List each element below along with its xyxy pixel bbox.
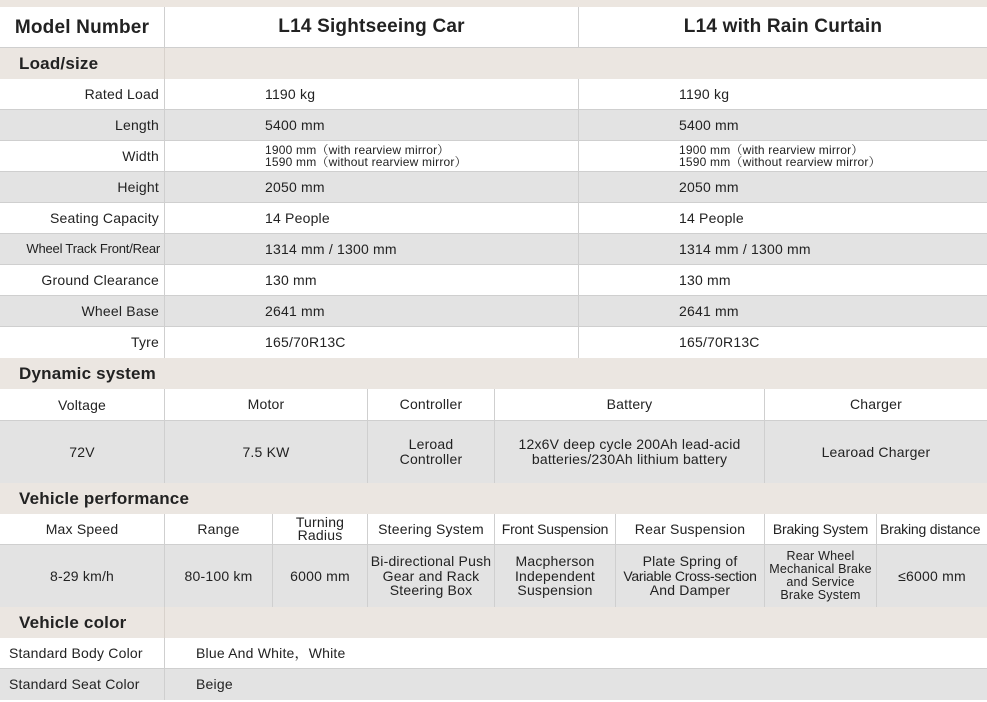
spec-value-a: 2641 mm	[164, 296, 578, 326]
dynamic-value-row	[0, 421, 987, 483]
spec-row	[0, 327, 987, 358]
front-line: Independent	[514, 567, 596, 584]
color-label: Standard Body Color	[9, 644, 143, 661]
max-speed-value: 8-29 km/h	[49, 567, 115, 584]
spec-label: Wheel Track Front/Rear	[26, 241, 160, 257]
turning-radius-header	[272, 514, 367, 544]
front-suspension-header: Front Suspension	[494, 514, 615, 544]
rear-suspension-header: Rear Suspension	[615, 514, 764, 544]
braking-line: and Service	[786, 575, 855, 589]
spec-label: Seating Capacity	[49, 209, 159, 226]
color-row	[0, 638, 987, 669]
section-title: Vehicle color	[19, 612, 127, 632]
controller-header: Controller	[367, 389, 494, 420]
spec-row	[0, 79, 987, 110]
braking-line: Rear Wheel	[786, 548, 855, 563]
range-header: Range	[164, 514, 272, 544]
braking-distance-header: Braking distance	[876, 514, 987, 544]
color-label: Standard Seat Color	[9, 676, 140, 693]
spec-value-b: 5400 mm	[578, 110, 987, 140]
model-number-header: Model Number	[14, 17, 150, 39]
spec-row	[0, 265, 987, 296]
voltage-header: Voltage	[57, 397, 107, 414]
battery-line: 12x6V deep cycle 200Ah lead-acid	[518, 436, 741, 453]
steering-line: Gear and Rack	[382, 567, 480, 584]
steering-value	[367, 545, 494, 607]
spec-value-a: 1190 kg	[164, 79, 578, 109]
color-row	[0, 669, 987, 700]
spec-row	[0, 296, 987, 327]
spec-value-b: 2050 mm	[578, 172, 987, 202]
range-value: 80-100 km	[164, 545, 272, 607]
turning-radius-value: 6000 mm	[272, 545, 367, 607]
max-speed-header: Max Speed	[45, 520, 119, 537]
performance-header-row	[0, 514, 987, 545]
section-vehicle-performance	[0, 483, 987, 514]
spec-label: Ground Clearance	[41, 271, 159, 288]
spec-value-a: 1314 mm / 1300 mm	[164, 234, 578, 264]
section-load-size	[0, 48, 987, 79]
section-divider	[164, 48, 165, 79]
spec-value-b	[578, 141, 987, 171]
voltage-value: 72V	[69, 443, 95, 460]
section-vehicle-color	[0, 607, 987, 638]
turning-line: Radius	[297, 527, 343, 543]
spec-row	[0, 203, 987, 234]
performance-value-row	[0, 545, 987, 607]
rear-line: And Damper	[649, 582, 731, 599]
steering-line: Bi-directional Push	[370, 552, 492, 569]
spec-label: Length	[114, 116, 159, 133]
spec-row	[0, 141, 987, 172]
header-row	[0, 7, 987, 48]
spec-value-a: 130 mm	[164, 265, 578, 295]
rear-line: Plate Spring of	[642, 552, 738, 569]
battery-header: Battery	[494, 389, 764, 420]
spec-value-b: 1314 mm / 1300 mm	[578, 234, 987, 264]
steering-header: Steering System	[367, 514, 494, 544]
turning-line: Turning	[295, 513, 345, 530]
rear-suspension-value	[615, 545, 764, 607]
width-with-mirror: 1900 mm（with rearview mirror）	[265, 143, 450, 157]
spec-row	[0, 172, 987, 203]
color-value: Beige	[164, 669, 987, 700]
braking-line: Mechanical Brake	[769, 561, 872, 576]
spec-value-b: 2641 mm	[578, 296, 987, 326]
spec-value-b: 14 People	[578, 203, 987, 233]
front-suspension-value	[494, 545, 615, 607]
spec-value-b: 1190 kg	[578, 79, 987, 109]
section-divider	[164, 607, 165, 638]
rear-line: Variable Cross-section	[623, 567, 757, 584]
spec-value-a	[164, 141, 578, 171]
motor-header: Motor	[164, 389, 367, 420]
controller-value	[367, 421, 494, 483]
spec-value-b: 165/70R13C	[578, 327, 987, 358]
section-title: Vehicle performance	[19, 488, 190, 508]
width-without-mirror: 1590 mm（without rearview mirror）	[265, 155, 467, 169]
spec-label: Height	[117, 178, 159, 195]
color-value: Blue And White，White	[164, 638, 987, 668]
section-dynamic-system	[0, 358, 987, 389]
braking-system-value	[764, 545, 876, 607]
controller-line: Leroad	[408, 436, 454, 453]
spec-value-a: 5400 mm	[164, 110, 578, 140]
top-accent-line	[0, 0, 987, 7]
braking-line: Brake System	[780, 588, 861, 603]
model-a-header: L14 Sightseeing Car	[164, 7, 578, 47]
front-line: Macpherson	[515, 552, 595, 569]
braking-distance-value: ≤6000 mm	[876, 545, 987, 607]
steering-line: Steering Box	[389, 582, 473, 599]
dynamic-header-row	[0, 389, 987, 421]
spec-row	[0, 110, 987, 141]
charger-value: Learoad Charger	[764, 421, 987, 483]
controller-line: Controller	[399, 451, 463, 467]
model-b-header: L14 with Rain Curtain	[578, 7, 987, 47]
spec-value-a: 2050 mm	[164, 172, 578, 202]
braking-system-header: Braking System	[764, 514, 876, 544]
spec-value-a: 14 People	[164, 203, 578, 233]
spec-row	[0, 234, 987, 265]
spec-label: Rated Load	[84, 85, 159, 102]
section-title: Dynamic system	[19, 363, 156, 383]
spec-label: Wheel Base	[81, 302, 159, 319]
front-line: Suspension	[517, 582, 593, 599]
motor-value: 7.5 KW	[164, 421, 367, 483]
width-with-mirror: 1900 mm（with rearview mirror）	[679, 143, 864, 157]
spec-value-a: 165/70R13C	[164, 327, 578, 358]
spec-value-b: 130 mm	[578, 265, 987, 295]
battery-value	[494, 421, 764, 483]
spec-label: Width	[122, 147, 159, 164]
battery-line: batteries/230Ah lithium battery	[531, 451, 728, 467]
spec-label: Tyre	[130, 334, 159, 351]
width-without-mirror: 1590 mm（without rearview mirror）	[679, 155, 881, 169]
section-title: Load/size	[19, 53, 99, 73]
charger-header: Charger	[764, 389, 987, 420]
